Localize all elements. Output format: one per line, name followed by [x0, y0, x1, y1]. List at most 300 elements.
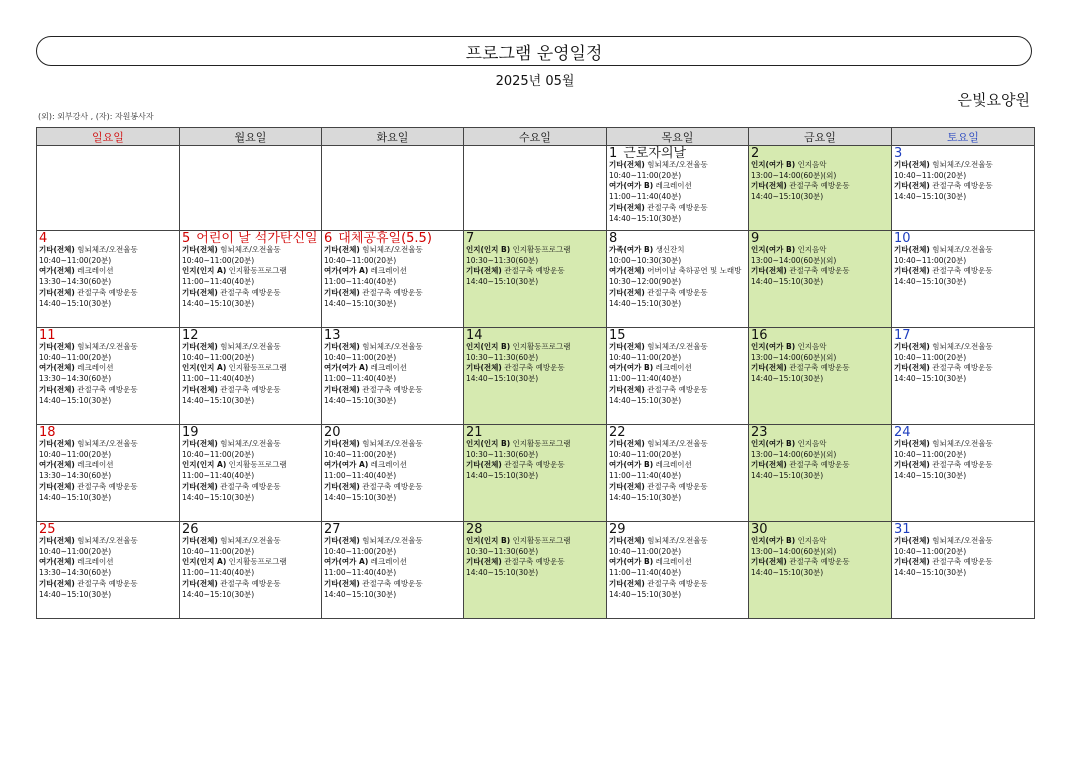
program-time: 10:40~11:00(20분): [324, 255, 397, 265]
program-name: 힘뇌체조/오전율동: [932, 245, 993, 254]
program-category: 기타(전체): [466, 460, 502, 470]
program-time: 10:30~12:00(90분): [609, 277, 682, 287]
program-category: 기타(전체): [39, 287, 75, 297]
program-time: 10:40~11:00(20분): [894, 255, 967, 265]
program-entry: [466, 342, 604, 353]
program-time: 10:40~11:00(20분): [324, 352, 397, 362]
program-entry: [182, 557, 319, 568]
legend-note: (외): 외부강사 , (자): 자원봉사자: [38, 112, 154, 121]
program-name: 관절구축 예방운동: [362, 287, 423, 297]
organization-name: 은빛요양원: [957, 91, 1030, 109]
program-time: 13:30~14:30(60분): [39, 277, 112, 287]
program-time: 14:40~15:10(30분): [751, 374, 824, 384]
program-name: 힘뇌체조/오전율동: [647, 342, 708, 351]
program-entry: [751, 245, 889, 256]
program-name: 레크레이션: [77, 557, 114, 567]
program-time: 14:40~15:10(30분): [39, 492, 112, 502]
calendar-day-cell: [37, 425, 180, 522]
calendar-day-cell: [607, 146, 749, 231]
program-entry: [894, 245, 1032, 256]
program-entry: [182, 460, 319, 471]
calendar-day-cell: [37, 231, 180, 328]
program-name: 힘뇌체조/오전율동: [932, 536, 993, 545]
program-entry: [751, 363, 889, 374]
program-time: 13:00~14:00(60분)(외): [751, 255, 837, 265]
program-entry: [894, 363, 1032, 374]
program-entry: [39, 342, 177, 353]
day-number-line: [894, 147, 1032, 160]
day-number-line: [609, 329, 746, 342]
program-category: 인지(여가 B): [751, 342, 796, 351]
program-entry: [609, 579, 746, 590]
day-number: 14: [466, 328, 483, 343]
calendar-day-cell: [322, 146, 464, 231]
program-name: 레크레이션: [370, 266, 407, 276]
program-name: 힘뇌체조/오전율동: [220, 342, 281, 351]
program-category: 기타(전체): [609, 202, 645, 212]
program-name: 힘뇌체조/오전율동: [77, 342, 138, 351]
program-name: 관절구축 예방운동: [789, 181, 850, 191]
day-number: 4: [39, 231, 48, 246]
program-category: 기타(전체): [609, 439, 645, 448]
program-category: 기타(전체): [182, 342, 218, 351]
program-category: 인지(인지 A): [182, 460, 227, 470]
program-category: 인지(여가 B): [751, 439, 796, 448]
weekday-header: 월요일: [180, 128, 322, 146]
program-name: 힘뇌체조/오전율동: [220, 245, 281, 254]
holiday-note: 어린이 날 석가탄신일: [196, 231, 318, 246]
program-name: 관절구축 예방운동: [77, 384, 138, 394]
program-name: 레크레이션: [77, 363, 114, 373]
program-name: 레크레이션: [370, 557, 407, 567]
program-name: 레크레이션: [77, 460, 114, 470]
weekday-header: 일요일: [37, 128, 180, 146]
program-time: 11:00~11:40(40분): [182, 374, 255, 384]
program-category: 여가(여가 B): [609, 181, 654, 191]
program-name: 관절구축 예방운동: [647, 287, 708, 297]
program-name: 관절구축 예방운동: [362, 578, 423, 588]
program-time: 10:40~11:00(20분): [182, 352, 255, 362]
program-name: 힘뇌체조/오전율동: [362, 245, 423, 254]
day-number-line: [894, 523, 1032, 536]
program-category: 인지(인지 A): [182, 557, 227, 567]
program-entry: [894, 439, 1032, 450]
program-time: 14:40~15:10(30분): [894, 374, 967, 384]
program-time: 10:00~10:30(30분): [609, 255, 682, 265]
program-category: 가족(여가 B): [609, 245, 654, 254]
program-name: 레크레이션: [77, 266, 114, 276]
calendar-day-cell: [607, 425, 749, 522]
program-name: 레크레이션: [655, 363, 692, 373]
program-name: 관절구축 예방운동: [77, 481, 138, 491]
program-name: 힘뇌체조/오전율동: [932, 342, 993, 351]
program-entry: [324, 363, 461, 374]
day-number: 17: [894, 328, 911, 343]
program-time: 14:40~15:10(30분): [609, 589, 682, 599]
program-time: 14:40~15:10(30분): [751, 192, 824, 202]
program-time: 14:40~15:10(30분): [466, 374, 539, 384]
program-category: 기타(전체): [324, 342, 360, 351]
program-category: 기타(전체): [182, 536, 218, 545]
program-time: 14:40~15:10(30분): [39, 589, 112, 599]
calendar-week-row: [37, 328, 1035, 425]
program-name: 인지활동프로그램: [228, 266, 287, 276]
day-number-line: [894, 329, 1032, 342]
calendar-day-cell: [180, 425, 322, 522]
program-entry: [182, 536, 319, 547]
program-entry: [39, 266, 177, 277]
program-time: 10:40~11:00(20분): [39, 546, 112, 556]
program-category: 인지(인지 A): [182, 363, 227, 373]
day-number: 19: [182, 425, 199, 440]
calendar-day-cell: [892, 231, 1035, 328]
calendar-day-cell: [892, 146, 1035, 231]
day-number: 11: [39, 328, 56, 343]
program-time: 11:00~11:40(40분): [609, 568, 682, 578]
program-entry: [324, 482, 461, 493]
program-time: 10:30~11:30(60분): [466, 352, 539, 362]
program-name: 관절구축 예방운동: [932, 557, 993, 567]
program-entry: [39, 579, 177, 590]
program-entry: [39, 460, 177, 471]
program-time: 10:40~11:00(20분): [39, 255, 112, 265]
program-category: 인지(인지 B): [466, 245, 511, 254]
program-category: 기타(전체): [182, 384, 218, 394]
program-time: 10:40~11:00(20분): [894, 449, 967, 459]
month-subtitle: 2025년 05월: [495, 74, 575, 89]
program-entry: [466, 439, 604, 450]
day-number-line: [466, 329, 604, 342]
weekday-header: 화요일: [322, 128, 464, 146]
program-time: 14:40~15:10(30분): [609, 213, 682, 223]
program-entry: [609, 536, 746, 547]
day-number-line: [39, 523, 177, 536]
program-category: 기타(전체): [324, 245, 360, 254]
day-number-line: [324, 523, 461, 536]
program-entry: [182, 482, 319, 493]
program-name: 관절구축 예방운동: [647, 384, 708, 394]
calendar-day-cell: [749, 425, 892, 522]
program-name: 힘뇌체조/오전율동: [220, 439, 281, 448]
program-entry: [466, 245, 604, 256]
day-number: 2: [751, 146, 760, 161]
program-name: 관절구축 예방운동: [504, 266, 565, 276]
program-time: 14:40~15:10(30분): [39, 395, 112, 405]
program-name: 인지활동프로그램: [512, 439, 571, 448]
program-entry: [324, 385, 461, 396]
program-entry: [609, 557, 746, 568]
program-time: 14:40~15:10(30분): [609, 395, 682, 405]
program-entry: [39, 245, 177, 256]
program-time: 11:00~11:40(40분): [609, 192, 682, 202]
program-entry: [609, 266, 746, 277]
day-number: 16: [751, 328, 768, 343]
program-entry: [324, 536, 461, 547]
day-number-line: [894, 232, 1032, 245]
calendar-day-cell: [749, 231, 892, 328]
program-entry: [609, 460, 746, 471]
calendar-week-row: [37, 425, 1035, 522]
program-name: 관절구축 예방운동: [932, 460, 993, 470]
program-category: 여가(전체): [39, 460, 75, 470]
program-time: 11:00~11:40(40분): [324, 471, 397, 481]
day-number-line: [466, 523, 604, 536]
program-entry: [466, 536, 604, 547]
program-entry: [324, 460, 461, 471]
program-name: 레크레이션: [655, 557, 692, 567]
program-entry: [894, 536, 1032, 547]
program-entry: [39, 482, 177, 493]
day-number-line: [751, 147, 889, 160]
day-number: 26: [182, 522, 199, 537]
program-entry: [751, 160, 889, 171]
program-name: 관절구축 예방운동: [789, 460, 850, 470]
day-number: 6: [324, 231, 333, 246]
calendar-day-cell: [749, 146, 892, 231]
program-category: 기타(전체): [894, 266, 930, 276]
program-name: 관절구축 예방운동: [789, 363, 850, 373]
day-number-line: [609, 232, 746, 245]
program-time: 13:30~14:30(60분): [39, 568, 112, 578]
day-number: 12: [182, 328, 199, 343]
program-name: 관절구축 예방운동: [932, 363, 993, 373]
calendar-day-cell: [322, 425, 464, 522]
program-category: 기타(전체): [751, 363, 787, 373]
weekday-header: 수요일: [464, 128, 607, 146]
program-name: 관절구축 예방운동: [647, 578, 708, 588]
program-time: 14:40~15:10(30분): [324, 298, 397, 308]
program-entry: [751, 460, 889, 471]
program-time: 14:40~15:10(30분): [894, 471, 967, 481]
program-entry: [324, 579, 461, 590]
calendar-week-row: [37, 522, 1035, 619]
day-number: 23: [751, 425, 768, 440]
day-number: 24: [894, 425, 911, 440]
program-category: 기타(전체): [894, 363, 930, 373]
program-entry: [466, 557, 604, 568]
program-time: 10:40~11:00(20분): [609, 546, 682, 556]
program-category: 기타(전체): [894, 160, 930, 169]
program-name: 힘뇌체조/오전율동: [362, 536, 423, 545]
program-name: 관절구축 예방운동: [504, 460, 565, 470]
program-category: 기타(전체): [609, 160, 645, 169]
program-entry: [182, 439, 319, 450]
program-name: 관절구축 예방운동: [932, 266, 993, 276]
calendar-day-cell: [180, 231, 322, 328]
program-name: 인지활동프로그램: [228, 460, 287, 470]
program-entry: [894, 160, 1032, 171]
day-number-line: [894, 426, 1032, 439]
calendar-day-cell: [464, 328, 607, 425]
program-name: 관절구축 예방운동: [504, 557, 565, 567]
program-name: 관절구축 예방운동: [77, 287, 138, 297]
program-category: 인지(여가 B): [751, 160, 796, 169]
program-category: 여가(여가 A): [324, 266, 369, 276]
program-category: 기타(전체): [894, 536, 930, 545]
program-name: 힘뇌체조/오전율동: [647, 439, 708, 448]
program-category: 기타(전체): [182, 439, 218, 448]
program-name: 관절구축 예방운동: [647, 202, 708, 212]
program-time: 11:00~11:40(40분): [324, 568, 397, 578]
program-time: 14:40~15:10(30분): [324, 395, 397, 405]
program-time: 14:40~15:10(30분): [466, 277, 539, 287]
calendar-day-cell: [749, 522, 892, 619]
program-entry: [609, 160, 746, 171]
calendar-day-cell: [607, 522, 749, 619]
calendar-day-cell: [37, 146, 180, 231]
program-entry: [324, 557, 461, 568]
program-name: 인지활동프로그램: [512, 245, 571, 254]
program-name: 관절구축 예방운동: [220, 578, 281, 588]
program-name: 관절구축 예방운동: [220, 287, 281, 297]
program-entry: [751, 536, 889, 547]
day-number-line: [182, 523, 319, 536]
program-name: 힘뇌체조/오전율동: [647, 160, 708, 169]
calendar-day-cell: [180, 146, 322, 231]
day-number: 13: [324, 328, 341, 343]
program-name: 힘뇌체조/오전율동: [647, 536, 708, 545]
day-number: 29: [609, 522, 626, 537]
program-time: 10:30~11:30(60분): [466, 449, 539, 459]
program-category: 여가(여가 A): [324, 363, 369, 373]
day-number: 3: [894, 146, 903, 161]
program-entry: [182, 266, 319, 277]
program-entry: [466, 363, 604, 374]
program-category: 기타(전체): [39, 439, 75, 448]
program-category: 기타(전체): [39, 536, 75, 545]
program-category: 기타(전체): [466, 266, 502, 276]
program-time: 11:00~11:40(40분): [182, 471, 255, 481]
program-category: 여가(여가 B): [609, 557, 654, 567]
day-number-line: [751, 232, 889, 245]
calendar-day-cell: [892, 425, 1035, 522]
program-time: 14:40~15:10(30분): [182, 589, 255, 599]
program-name: 레크레이션: [370, 460, 407, 470]
calendar-day-cell: [892, 522, 1035, 619]
calendar-table: [36, 127, 1035, 619]
weekday-header: 목요일: [607, 128, 749, 146]
program-time: 10:40~11:00(20분): [182, 449, 255, 459]
day-number-line: [609, 426, 746, 439]
program-entry: [609, 342, 746, 353]
program-category: 기타(전체): [894, 439, 930, 448]
day-number-line: [751, 426, 889, 439]
program-time: 14:40~15:10(30분): [751, 277, 824, 287]
program-time: 11:00~11:40(40분): [182, 277, 255, 287]
program-name: 어버이날 축하공연 및 노래방: [647, 266, 742, 276]
program-category: 기타(전체): [751, 266, 787, 276]
program-time: 10:40~11:00(20분): [324, 449, 397, 459]
program-time: 13:00~14:00(60분)(외): [751, 170, 837, 180]
program-time: 14:40~15:10(30분): [894, 192, 967, 202]
program-entry: [182, 579, 319, 590]
calendar-day-cell: [464, 231, 607, 328]
program-time: 11:00~11:40(40분): [324, 374, 397, 384]
day-number-line: [182, 329, 319, 342]
program-entry: [609, 245, 746, 256]
program-time: 10:40~11:00(20분): [324, 546, 397, 556]
program-entry: [182, 342, 319, 353]
day-number: 15: [609, 328, 626, 343]
program-category: 인지(여가 B): [751, 245, 796, 254]
program-name: 힘뇌체조/오전율동: [362, 342, 423, 351]
day-number-line: [324, 232, 461, 245]
day-number: 21: [466, 425, 483, 440]
program-entry: [894, 460, 1032, 471]
program-category: 여가(전체): [609, 266, 645, 276]
calendar-week-row: [37, 231, 1035, 328]
program-category: 기타(전체): [324, 578, 360, 588]
holiday-note: 대체공휴일(5.5): [338, 231, 432, 246]
program-time: 14:40~15:10(30분): [466, 471, 539, 481]
title-box: [36, 36, 1032, 66]
program-time: 10:40~11:00(20분): [609, 352, 682, 362]
program-time: 10:40~11:00(20분): [182, 546, 255, 556]
program-entry: [894, 181, 1032, 192]
day-number-line: [39, 426, 177, 439]
program-time: 14:40~15:10(30분): [751, 471, 824, 481]
program-entry: [609, 385, 746, 396]
program-entry: [182, 288, 319, 299]
program-name: 관절구축 예방운동: [789, 266, 850, 276]
day-number-line: [609, 523, 746, 536]
program-category: 기타(전체): [324, 536, 360, 545]
program-name: 관절구축 예방운동: [504, 363, 565, 373]
program-category: 기타(전체): [324, 384, 360, 394]
program-time: 14:40~15:10(30분): [182, 298, 255, 308]
program-entry: [609, 363, 746, 374]
program-entry: [894, 557, 1032, 568]
program-name: 생신잔치: [655, 245, 685, 254]
program-entry: [182, 385, 319, 396]
program-time: 10:40~11:00(20분): [894, 352, 967, 362]
program-name: 힘뇌체조/오전율동: [932, 160, 993, 169]
day-number: 30: [751, 522, 768, 537]
program-entry: [751, 439, 889, 450]
program-category: 여가(여가 B): [609, 460, 654, 470]
day-number-line: [751, 523, 889, 536]
program-name: 인지음악: [797, 245, 827, 254]
program-category: 기타(전체): [182, 481, 218, 491]
program-entry: [39, 288, 177, 299]
program-category: 여가(여가 B): [609, 363, 654, 373]
program-entry: [324, 288, 461, 299]
calendar-day-cell: [749, 328, 892, 425]
program-name: 레크레이션: [370, 363, 407, 373]
program-name: 인지음악: [797, 536, 827, 545]
program-category: 기타(전체): [324, 287, 360, 297]
day-number: 20: [324, 425, 341, 440]
calendar-day-cell: [464, 146, 607, 231]
program-category: 기타(전체): [182, 287, 218, 297]
calendar-day-cell: [607, 328, 749, 425]
program-entry: [751, 181, 889, 192]
program-name: 힘뇌체조/오전율동: [220, 536, 281, 545]
program-name: 힘뇌체조/오전율동: [77, 536, 138, 545]
program-category: 기타(전체): [894, 245, 930, 254]
program-entry: [894, 342, 1032, 353]
day-number: 9: [751, 231, 760, 246]
program-entry: [39, 385, 177, 396]
program-entry: [609, 181, 746, 192]
day-number-line: [182, 426, 319, 439]
page-title: 프로그램 운영일정: [465, 43, 603, 64]
program-time: 11:00~11:40(40분): [182, 568, 255, 578]
program-category: 기타(전체): [609, 384, 645, 394]
program-name: 관절구축 예방운동: [789, 557, 850, 567]
program-category: 기타(전체): [894, 460, 930, 470]
program-name: 레크레이션: [655, 460, 692, 470]
